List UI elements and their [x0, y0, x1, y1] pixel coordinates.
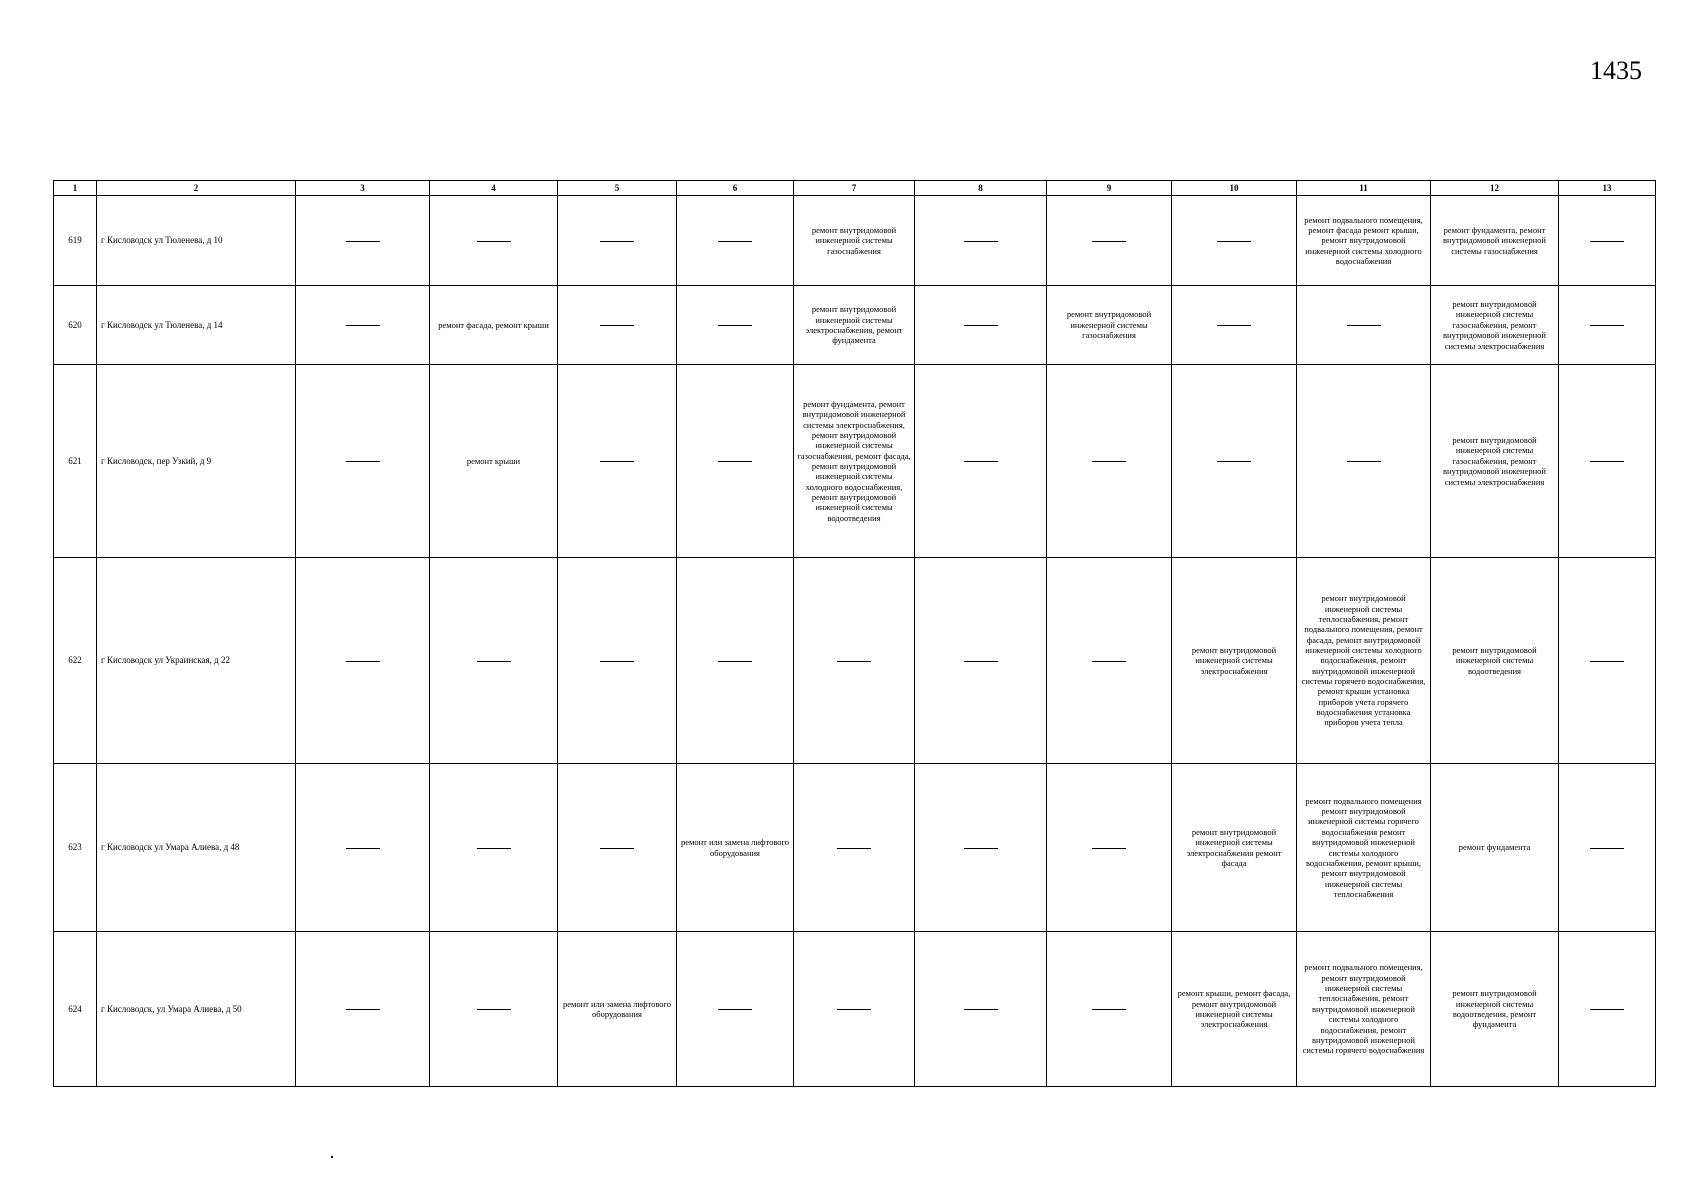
work-description: ремонт фасада, ремонт крыши: [430, 286, 558, 365]
row-number: 620: [54, 286, 97, 365]
work-description: ремонт или замена лифтового оборудования: [677, 764, 794, 932]
dash-mark: [837, 848, 871, 849]
column-number-header: 10: [1172, 181, 1297, 196]
dash-mark: [600, 461, 634, 462]
empty-cell: [1047, 558, 1172, 764]
row-number: 619: [54, 196, 97, 286]
dash-mark: [1092, 848, 1126, 849]
empty-cell: [677, 196, 794, 286]
empty-cell: [915, 558, 1047, 764]
empty-cell: [430, 558, 558, 764]
column-number-header: 2: [97, 181, 296, 196]
empty-cell: [1047, 196, 1172, 286]
dash-mark: [718, 241, 752, 242]
empty-cell: [1047, 365, 1172, 558]
empty-cell: [794, 764, 915, 932]
dash-mark: [837, 661, 871, 662]
dash-mark: [600, 241, 634, 242]
row-number: 621: [54, 365, 97, 558]
empty-cell: [915, 196, 1047, 286]
column-number-header: 12: [1431, 181, 1559, 196]
column-number-header: 1: [54, 181, 97, 196]
empty-cell: [558, 558, 677, 764]
dash-mark: [346, 325, 380, 326]
work-description: ремонт внутридомовой инженерной системы электроснабжения: [1172, 558, 1297, 764]
empty-cell: [296, 558, 430, 764]
dash-mark: [718, 1009, 752, 1010]
dash-mark: [600, 325, 634, 326]
dash-mark: [1092, 1009, 1126, 1010]
row-number: 623: [54, 764, 97, 932]
empty-cell: [430, 764, 558, 932]
work-description: ремонт внутридомовой инженерной системы электроснабжения, ремонт фундамента: [794, 286, 915, 365]
work-description: ремонт внутридомовой инженерной системы электроснабжения ремонт фасада: [1172, 764, 1297, 932]
table-row: [54, 365, 1656, 558]
column-number-header: 8: [915, 181, 1047, 196]
building-address: г Кисловодск ул Тюленева, д 14: [97, 286, 296, 365]
dash-mark: [346, 848, 380, 849]
building-address: г Кисловодск, пер Узкий, д 9: [97, 365, 296, 558]
work-description: ремонт подвального помещения ремонт внутридомовой инженерной системы горячего водоснабжения ремонт внутридомовой инженерной системы холодного водоснабжения, ремонт крыши, ремонт внутридомовой инженерной системы теплоснабжения: [1297, 764, 1431, 932]
work-description: ремонт или замена лифтового оборудования: [558, 932, 677, 1087]
empty-cell: [296, 764, 430, 932]
empty-cell: [915, 286, 1047, 365]
dash-mark: [346, 461, 380, 462]
dash-mark: [477, 241, 511, 242]
table-row: [54, 196, 1656, 286]
dash-mark: [718, 661, 752, 662]
dash-mark: [1590, 848, 1624, 849]
building-address: г Кисловодск, ул Умара Алиева, д 50: [97, 932, 296, 1087]
empty-cell: [430, 932, 558, 1087]
work-description: ремонт фундамента: [1431, 764, 1559, 932]
works-table: [53, 180, 1656, 1087]
empty-cell: [558, 286, 677, 365]
column-number-header-row: [54, 181, 1656, 196]
empty-cell: [677, 286, 794, 365]
dash-mark: [964, 461, 998, 462]
table-row: [54, 558, 1656, 764]
empty-cell: [1559, 932, 1656, 1087]
empty-cell: [1559, 764, 1656, 932]
dash-mark: [1590, 461, 1624, 462]
dash-mark: [346, 241, 380, 242]
column-number-header: 6: [677, 181, 794, 196]
empty-cell: [677, 932, 794, 1087]
column-number-header: 13: [1559, 181, 1656, 196]
column-number-header: 3: [296, 181, 430, 196]
empty-cell: [915, 365, 1047, 558]
empty-cell: [296, 932, 430, 1087]
dash-mark: [1217, 461, 1251, 462]
column-number-header: 4: [430, 181, 558, 196]
building-address: г Кисловодск ул Умара Алиева, д 48: [97, 764, 296, 932]
work-description: ремонт фундамента, ремонт внутридомовой инженерной системы электроснабжения, ремонт внутридомовой инженерной системы газоснабжения, ремонт фасада, ремонт внутридомовой инженерной системы холодного водоснабжения, ремонт внутридомовой инженерной системы водоотведения: [794, 365, 915, 558]
dash-mark: [1217, 325, 1251, 326]
empty-cell: [1559, 196, 1656, 286]
empty-cell: [794, 558, 915, 764]
dash-mark: [477, 661, 511, 662]
dash-mark: [1092, 661, 1126, 662]
dash-mark: [346, 661, 380, 662]
empty-cell: [1172, 286, 1297, 365]
work-description: ремонт внутридомовой инженерной системы газоснабжения: [794, 196, 915, 286]
work-description: ремонт подвального помещения, ремонт внутридомовой инженерной системы теплоснабжения, ремонт внутридомовой инженерной системы холодного водоснабжения, ремонт внутридомовой инженерной системы горячего водоснабжения: [1297, 932, 1431, 1087]
empty-cell: [430, 196, 558, 286]
dash-mark: [964, 1009, 998, 1010]
empty-cell: [296, 365, 430, 558]
dash-mark: [1590, 1009, 1624, 1010]
work-description: ремонт крыши, ремонт фасада, ремонт внутридомовой инженерной системы электроснабжения: [1172, 932, 1297, 1087]
dash-mark: [1092, 461, 1126, 462]
work-description: ремонт внутридомовой инженерной системы газоснабжения, ремонт внутридомовой инженерной системы электроснабжения: [1431, 365, 1559, 558]
dash-mark: [964, 325, 998, 326]
dash-mark: [1217, 241, 1251, 242]
table-row: [54, 286, 1656, 365]
dash-mark: [1347, 325, 1381, 326]
work-description: ремонт внутридомовой инженерной системы газоснабжения: [1047, 286, 1172, 365]
column-number-header: 11: [1297, 181, 1431, 196]
empty-cell: [296, 196, 430, 286]
empty-cell: [915, 764, 1047, 932]
column-number-header: 5: [558, 181, 677, 196]
empty-cell: [296, 286, 430, 365]
empty-cell: [1172, 365, 1297, 558]
dash-mark: [477, 1009, 511, 1010]
empty-cell: [794, 932, 915, 1087]
dash-mark: [1590, 241, 1624, 242]
dash-mark: [837, 1009, 871, 1010]
empty-cell: [1297, 286, 1431, 365]
dash-mark: [964, 241, 998, 242]
dash-mark: [346, 1009, 380, 1010]
building-address: г Кисловодск ул Украинская, д 22: [97, 558, 296, 764]
page-number: 1435: [1590, 56, 1642, 85]
work-description: ремонт внутридомовой инженерной системы водоотведения: [1431, 558, 1559, 764]
dash-mark: [1092, 241, 1126, 242]
empty-cell: [1559, 558, 1656, 764]
empty-cell: [1559, 365, 1656, 558]
table-row: [54, 764, 1656, 932]
empty-cell: [1172, 196, 1297, 286]
empty-cell: [1047, 764, 1172, 932]
table-row: [54, 932, 1656, 1087]
column-number-header: 9: [1047, 181, 1172, 196]
empty-cell: [915, 932, 1047, 1087]
scan-speck: [331, 1156, 333, 1158]
work-description: ремонт внутридомовой инженерной системы газоснабжения, ремонт внутридомовой инженерной системы электроснабжения: [1431, 286, 1559, 365]
dash-mark: [964, 848, 998, 849]
dash-mark: [1590, 325, 1624, 326]
column-number-header: 7: [794, 181, 915, 196]
empty-cell: [558, 365, 677, 558]
work-description: ремонт внутридомовой инженерной системы теплоснабжения, ремонт подвального помещения, ремонт фасада, ремонт внутридомовой инженерной системы холодного водоснабжения, ремонт внутридомовой инженерной системы горячего водоснабжения, ремонт крыши установка приборов учета горячего водоснабжения установка приборов учета тепла: [1297, 558, 1431, 764]
empty-cell: [677, 558, 794, 764]
empty-cell: [1047, 932, 1172, 1087]
row-number: 622: [54, 558, 97, 764]
work-description: ремонт внутридомовой инженерной системы водоотведения, ремонт фундамента: [1431, 932, 1559, 1087]
work-description: ремонт фундамента, ремонт внутридомовой инженерной системы газоснабжения: [1431, 196, 1559, 286]
empty-cell: [1297, 365, 1431, 558]
empty-cell: [558, 764, 677, 932]
work-description: ремонт крыши: [430, 365, 558, 558]
dash-mark: [600, 661, 634, 662]
dash-mark: [1347, 461, 1381, 462]
dash-mark: [477, 848, 511, 849]
work-description: ремонт подвального помещения, ремонт фасада ремонт крыши, ремонт внутридомовой инженерной системы холодного водоснабжения: [1297, 196, 1431, 286]
dash-mark: [718, 461, 752, 462]
dash-mark: [718, 325, 752, 326]
dash-mark: [1590, 661, 1624, 662]
empty-cell: [1559, 286, 1656, 365]
row-number: 624: [54, 932, 97, 1087]
building-address: г Кисловодск ул Тюленева, д 10: [97, 196, 296, 286]
dash-mark: [964, 661, 998, 662]
empty-cell: [558, 196, 677, 286]
dash-mark: [600, 848, 634, 849]
empty-cell: [677, 365, 794, 558]
